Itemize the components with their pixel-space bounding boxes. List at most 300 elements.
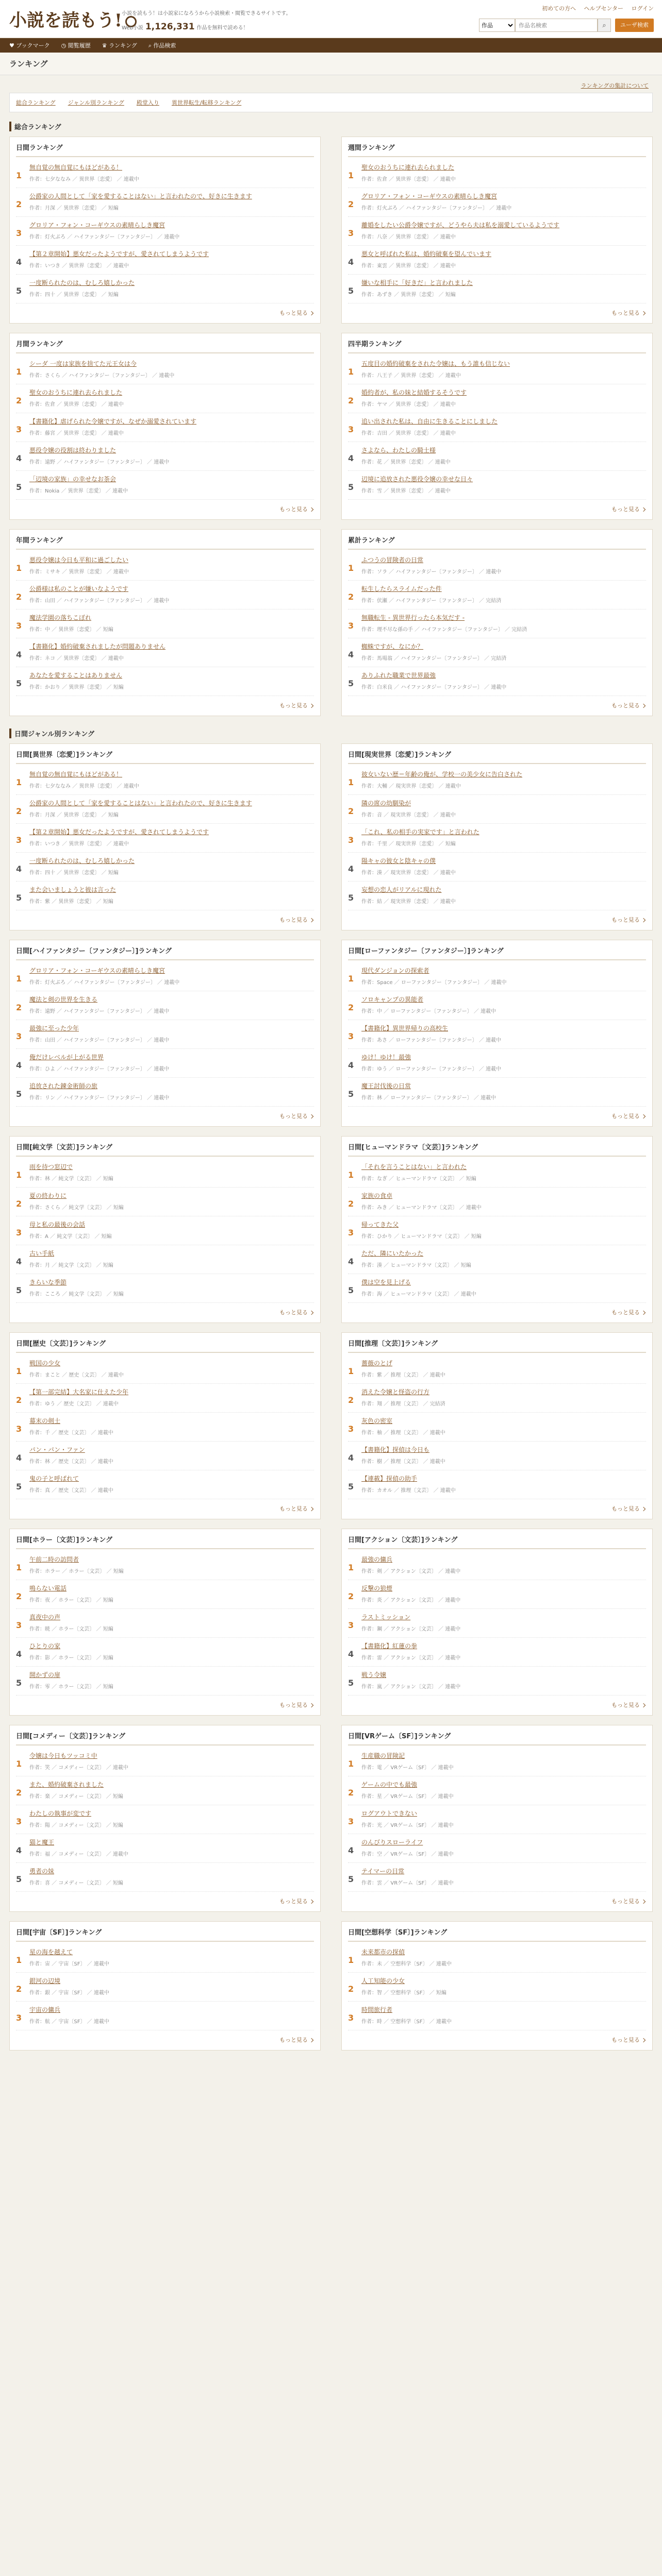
nav-bookmark-label[interactable]: ブックマーク (16, 42, 50, 49)
ranking-card (341, 1332, 653, 1519)
work-meta: 作者：Space ／ ローファンタジー〔ファンタジー〕 ／ 連載中 (361, 980, 507, 986)
work-title-link[interactable]: 鬼の子と呼ばれて (29, 1475, 79, 1482)
ranking-card (341, 940, 653, 1127)
work-title-link[interactable]: 公爵家の人間として「家を愛することはない」と言われたので、好きに生きます (29, 800, 252, 807)
nav-history-label[interactable]: 閲覧履歴 (68, 42, 91, 49)
user-search-button[interactable]: ユーザ検索 (615, 19, 654, 32)
work-title-link[interactable]: 一度断られたのは、むしろ嬉しかった (29, 279, 135, 286)
work-title-link[interactable]: 銀河の辺境 (29, 1977, 61, 1985)
more-link-label[interactable]: もっと見る (611, 1309, 640, 1316)
more-link-label[interactable]: もっと見る (611, 2037, 640, 2043)
search-input[interactable] (515, 19, 598, 32)
work-meta: 作者：藤宮 ／ 異世界〔恋愛〕 ／ 連載中 (29, 431, 124, 436)
ranking-item (16, 1667, 314, 1696)
work-title-link[interactable]: 公爵家の人間として「家を愛することはない」と言われたので、好きに生きます (29, 193, 252, 200)
work-meta: 作者：ホラー ／ ホラー〔文芸〕 ／ 短編 (29, 1569, 124, 1574)
more-link[interactable] (348, 303, 646, 323)
tab-hall-of-fame[interactable]: 殿堂入り (136, 99, 159, 106)
work-meta: 作者：A ／ 純文学〔文芸〕 ／ 短編 (29, 1234, 112, 1240)
ranking-card-title: 四半期ランキング (348, 338, 646, 353)
tab-overall[interactable]: 総合ランキング (16, 99, 56, 106)
rank-number: 4 (16, 453, 22, 463)
ranking-item (348, 1188, 646, 1216)
work-title-link[interactable]: 開かずの扉 (29, 1671, 61, 1679)
ranking-card-title: 日間[コメディー〔文芸〕]ランキング (16, 1731, 314, 1745)
work-meta: 作者：夜 ／ ホラー〔文芸〕 ／ 短編 (29, 1598, 113, 1603)
ranking-item (16, 1638, 314, 1667)
rank-number: 4 (348, 1060, 354, 1070)
rank-number: 1 (348, 974, 354, 984)
work-title-link[interactable]: 母と私の最後の会話 (29, 1221, 86, 1228)
rank-number: 4 (348, 1845, 354, 1855)
work-title-link[interactable]: パン・パン・ファン (29, 1446, 85, 1453)
work-title-link[interactable]: 勇者の妹 (29, 1868, 55, 1875)
ranking-item (348, 991, 646, 1020)
ranking-item-body (29, 886, 314, 906)
ranking-item-body (361, 886, 646, 906)
header-link-beginner[interactable]: 初めての方へ (542, 5, 576, 12)
ranking-item (16, 795, 314, 824)
rank-number: 3 (16, 1424, 22, 1434)
ranking-item (16, 413, 314, 442)
ranking-item-body (361, 1555, 646, 1575)
work-title-link[interactable]: 無自覚の無自覚にもほどがある！ (29, 771, 123, 778)
ranking-card (341, 1921, 653, 2050)
more-link[interactable] (348, 1107, 646, 1126)
work-title-link[interactable]: 最強の傭兵 (361, 1556, 393, 1563)
rank-number: 2 (348, 1199, 354, 1209)
work-title-link[interactable]: 戦う令嬢 (361, 1671, 387, 1679)
ranking-item-body (361, 671, 646, 691)
header-link-login[interactable]: ログイン (631, 5, 654, 12)
work-title-link[interactable]: テイマーの日常 (361, 1868, 405, 1875)
work-title-link[interactable]: 聖女のおうちに連れ去られました (29, 389, 123, 396)
ranking-item (16, 188, 314, 217)
chevron-right-icon (641, 1703, 646, 1707)
more-link[interactable] (16, 2030, 314, 2050)
work-title-link[interactable]: ゆけ！ゆけ！最強 (361, 1054, 411, 1061)
more-link[interactable] (348, 1499, 646, 1519)
work-title-link[interactable]: シーダ 一度は家族を捨てた元王女は今 (29, 360, 137, 367)
rank-number: 1 (348, 1563, 354, 1572)
ranking-card (9, 333, 321, 520)
rank-number: 4 (16, 1060, 22, 1070)
work-title-link[interactable]: 宇宙の傭兵 (29, 2006, 61, 2013)
rank-number: 1 (348, 1759, 354, 1769)
nav-ranking[interactable]: ♛ ランキング (102, 42, 137, 49)
more-link-label[interactable]: もっと見る (279, 1898, 308, 1905)
work-meta: 作者：影 ／ ホラー〔文芸〕 ／ 短編 (29, 1655, 113, 1661)
ranking-item (348, 1580, 646, 1609)
work-title-link[interactable]: また、婚約破棄されました (29, 1781, 104, 1788)
work-title-link[interactable]: 悪女と呼ばれた私は、婚約破棄を望んでいます (361, 250, 492, 258)
rank-number: 5 (16, 893, 22, 903)
work-title-link[interactable]: ログアウトできない (361, 1810, 418, 1817)
more-link-label[interactable]: もっと見る (279, 2037, 308, 2043)
more-link[interactable] (348, 696, 646, 716)
work-meta: 作者：七夕ななみ ／ 異世界〔恋愛〕 ／ 連載中 (29, 784, 139, 789)
chevron-right-icon (309, 704, 313, 708)
work-title-link[interactable]: 魔王討伐後の日常 (361, 1082, 411, 1090)
work-title-link[interactable]: ふつうの冒険者の日常 (361, 556, 424, 564)
work-title-link[interactable]: 魔法と剣の世界を生きる (29, 996, 98, 1003)
work-title-link[interactable]: 真夜中の声 (29, 1614, 61, 1621)
more-link[interactable] (16, 1499, 314, 1519)
work-meta: 作者：ミサキ ／ 異世界〔恋愛〕 ／ 連載中 (29, 569, 129, 575)
ranking-item (348, 1413, 646, 1442)
ranking-item (16, 824, 314, 853)
rank-number: 4 (16, 1257, 22, 1266)
more-link-label[interactable]: もっと見る (611, 1898, 640, 1905)
more-link-label[interactable]: もっと見る (279, 1113, 308, 1120)
more-link-label[interactable]: もっと見る (279, 1309, 308, 1316)
more-link[interactable] (16, 303, 314, 323)
more-link[interactable] (16, 500, 314, 519)
rank-number: 1 (16, 563, 22, 573)
rank-number: 2 (16, 806, 22, 816)
rank-number: 1 (348, 777, 354, 787)
ranking-item (348, 1748, 646, 1776)
work-title-link[interactable]: のんびりスローライフ (361, 1839, 423, 1846)
nav-bookmark[interactable]: ♥ ブックマーク (9, 42, 50, 49)
work-title-link[interactable]: 妄想の恋人がリアルに現れた (361, 886, 442, 893)
ranking-item (16, 1245, 314, 1274)
more-link-label[interactable]: もっと見る (611, 917, 640, 923)
ranking-card-title: 月間ランキング (16, 338, 314, 353)
work-title-link[interactable]: 家族の食卓 (361, 1192, 393, 1199)
rank-number: 3 (16, 1228, 22, 1238)
work-title-link[interactable]: 未来都市の探偵 (361, 1948, 405, 1956)
work-meta: 作者：千里 ／ 現実世界〔恋愛〕 ／ 短編 (361, 841, 456, 847)
more-link-label[interactable]: もっと見る (611, 702, 640, 709)
rank-number: 1 (348, 1170, 354, 1180)
ranking-item (16, 246, 314, 275)
more-link[interactable] (348, 910, 646, 930)
work-title-link[interactable]: また会いましょうと彼は言った (29, 886, 117, 893)
site-logo-text[interactable]: 小説を読もう! (9, 10, 122, 31)
more-link-label[interactable]: もっと見る (611, 1702, 640, 1708)
more-link-label[interactable]: もっと見る (611, 1113, 640, 1120)
work-title-link[interactable]: 【連載】探偵の助手 (361, 1475, 418, 1482)
ranking-item (16, 1776, 314, 1805)
more-link-label[interactable]: もっと見る (611, 310, 640, 316)
work-title-link[interactable]: ありふれた職業で世界最強 (361, 672, 436, 679)
work-title-link[interactable]: 幕末の剣士 (29, 1417, 61, 1425)
ranking-item (16, 1580, 314, 1609)
rank-number: 2 (348, 396, 354, 405)
work-title-link[interactable]: 辺境に追放された悪役令嬢の幸せな日々 (361, 476, 473, 483)
more-link[interactable] (348, 1696, 646, 1715)
tab-isekai[interactable]: 異世界転生/転移ランキング (171, 99, 242, 106)
rank-number: 5 (16, 1482, 22, 1492)
ranking-item (348, 471, 646, 500)
ranking-item-body (29, 1838, 314, 1858)
ranking-item-body (361, 642, 646, 663)
search-button[interactable] (598, 19, 611, 32)
work-meta: 作者：ゆう ／ ローファンタジー〔ファンタジー〕 ／ 連載中 (361, 1066, 502, 1072)
more-link-label[interactable]: もっと見る (279, 1505, 308, 1512)
ranking-item (16, 1159, 314, 1188)
work-title-link[interactable]: 蜘蛛ですが、なにか？ (361, 643, 424, 650)
ranking-item-body (29, 828, 314, 848)
work-title-link[interactable]: 薔薇のとげ (361, 1360, 393, 1367)
work-title-link[interactable]: 彼女いない歴＝年齢の俺が、学校一の美少女に告白された (361, 771, 523, 778)
work-meta: 作者：こころ ／ 純文学〔文芸〕 ／ 短編 (29, 1292, 124, 1297)
ranking-item-body (29, 1948, 314, 1968)
work-meta: 作者：佐倉 ／ 異世界〔恋愛〕 ／ 連載中 (29, 402, 124, 408)
ranking-item-body (29, 1752, 314, 1772)
ranking-card (9, 1725, 321, 1912)
work-meta: 作者：灯火ぶろ ／ ハイファンタジー〔ファンタジー〕 ／ 連載中 (361, 206, 512, 211)
ranking-item (16, 1834, 314, 1863)
ranking-item-body (29, 475, 314, 495)
work-meta: 作者：月 ／ 純文学〔文芸〕 ／ 短編 (29, 1263, 113, 1268)
rank-number: 3 (348, 1817, 354, 1826)
work-title-link[interactable]: ただ、隣にいたかった (361, 1250, 424, 1257)
work-meta: 作者：光 ／ VRゲーム〔SF〕 ／ 連載中 (361, 1823, 454, 1828)
ranking-item (16, 638, 314, 667)
work-title-link[interactable]: 【書籍化】紅蓮の拳 (361, 1642, 418, 1650)
ranking-card-title: 日間[VRゲーム〔SF〕]ランキング (348, 1731, 646, 1745)
work-title-link[interactable]: 公爵様は私のことが嫌いなようです (29, 585, 129, 592)
more-link-label[interactable]: もっと見る (611, 506, 640, 513)
ranking-item-body (29, 1053, 314, 1073)
work-title-link[interactable]: 人工知能の少女 (361, 1977, 405, 1985)
work-title-link[interactable]: 反撃の狼煙 (361, 1585, 393, 1592)
ranking-item-body (361, 250, 646, 270)
work-title-link[interactable]: 一度断られたのは、むしろ嬉しかった (29, 857, 135, 865)
rank-number: 1 (16, 974, 22, 984)
ranking-item-body (361, 556, 646, 576)
ranking-item (348, 2002, 646, 2030)
ranking-item (348, 275, 646, 303)
ranking-item (348, 413, 646, 442)
work-title-link[interactable]: ゲームの中でも最強 (361, 1781, 418, 1788)
work-title-link[interactable]: 聖女のおうちに連れ去られました (361, 164, 455, 171)
chevron-right-icon (641, 1114, 646, 1118)
ranking-card-title: 日間[推理〔文芸〕]ランキング (348, 1338, 646, 1353)
work-title-link[interactable]: 無自覚の無自覚にもほどがある！ (29, 164, 123, 171)
chevron-right-icon (641, 704, 646, 708)
work-title-link[interactable]: 追い出された私は、自由に生きることにしました (361, 418, 498, 425)
nav-ranking-label[interactable]: ランキング (109, 42, 137, 49)
more-link-label[interactable]: もっと見る (611, 1505, 640, 1512)
ranking-item-body (29, 1024, 314, 1044)
site-header (0, 0, 662, 38)
rank-number: 4 (348, 257, 354, 267)
work-meta: 作者：リン ／ ハイファンタジー〔ファンタジー〕 ／ 連載中 (29, 1095, 170, 1101)
header-link-help[interactable]: ヘルプセンター (584, 5, 624, 12)
work-title-link[interactable]: 現代ダンジョンの探索者 (361, 967, 429, 974)
work-title-link[interactable]: 陽キャの彼女と陰キャの僕 (361, 857, 436, 865)
work-title-link[interactable]: グロリア・フォン・コーギウスの素晴らしき魔宮 (29, 967, 166, 974)
work-title-link[interactable]: 俺だけレベルが上がる世界 (29, 1054, 104, 1061)
work-title-link[interactable]: 魔法学園の落ちこぼれ (29, 614, 92, 621)
ranking-item-body (361, 799, 646, 819)
nav-history[interactable]: ◷ 閲覧履歴 (61, 42, 91, 49)
work-title-link[interactable]: 【第一部完結】大名家に仕えた少年 (29, 1388, 129, 1396)
ranking-item-body (361, 1977, 646, 1997)
work-title-link[interactable]: 離婚をしたい公爵令嬢ですが、どうやら夫は私を溺愛しているようです (361, 222, 560, 229)
nav-search[interactable]: ⌕ 作品検索 (148, 42, 176, 49)
more-link-label[interactable]: もっと見る (279, 702, 308, 709)
work-title-link[interactable]: グロリア・フォン・コーギウスの素晴らしき魔宮 (361, 193, 498, 200)
ranking-item-body (361, 1053, 646, 1073)
rank-number: 5 (348, 679, 354, 688)
ranking-item (16, 1384, 314, 1413)
ranking-item-body (29, 1278, 314, 1298)
more-link[interactable] (348, 1892, 646, 1911)
work-title-link[interactable]: きらいな季節 (29, 1279, 67, 1286)
work-title-link[interactable]: グロリア・フォン・コーギウスの素晴らしき魔宮 (29, 222, 166, 229)
work-title-link[interactable]: 嫌いな相手に「好きだ」と言われました (361, 279, 473, 286)
ranking-about-link[interactable]: ランキングの集計について (581, 82, 649, 89)
work-title-link[interactable]: 雨を待つ窓辺で (29, 1163, 73, 1171)
work-meta: 作者：柚 ／ 推理〔文芸〕 ／ 連載中 (361, 1430, 445, 1436)
more-link-label[interactable]: もっと見る (279, 1702, 308, 1708)
work-title-link[interactable]: 悪役令嬢は今日も平和に過ごしたい (29, 556, 129, 564)
work-title-link[interactable]: あなたを愛することはありません (29, 672, 123, 679)
work-title-link[interactable]: ひとりの家 (29, 1642, 61, 1650)
more-link[interactable] (16, 1303, 314, 1323)
work-title-link[interactable]: 「これ、私の相手の実家です」と言われた (361, 828, 479, 836)
work-title-link[interactable]: 令嬢は今日もツッコミ中 (29, 1752, 97, 1759)
work-title-link[interactable]: 【書籍化】虐げられた令嬢ですが、なぜか溺愛されています (29, 418, 197, 425)
chevron-right-icon (641, 1311, 646, 1315)
more-link-label[interactable]: もっと見る (279, 506, 308, 513)
work-title-link[interactable]: 鳴らない電話 (29, 1585, 67, 1592)
ranking-item-body (29, 1613, 314, 1633)
work-count-value: 1,126,331 (145, 22, 195, 32)
search-type-select[interactable] (479, 19, 515, 32)
work-title-link[interactable]: 【第２章開始】悪女だったようですが、愛されてしまうようです (29, 828, 209, 836)
work-title-link[interactable]: 【書籍化】探偵は今日も (361, 1446, 430, 1453)
work-title-link[interactable]: 消えた令嬢と怪盗の行方 (361, 1388, 430, 1396)
work-title-link[interactable]: ソロキャンプの異能者 (361, 996, 424, 1003)
work-meta: 作者：結 ／ 現実世界〔恋愛〕 ／ 連載中 (361, 899, 456, 905)
work-title-link[interactable]: 【書籍化】婚約破棄されましたが問題ありません (29, 643, 166, 650)
work-meta: 作者：林 ／ 純文学〔文芸〕 ／ 短編 (29, 1176, 113, 1182)
more-link[interactable] (16, 696, 314, 716)
work-meta: 作者：ネコ ／ 異世界〔恋愛〕 ／ 連載中 (29, 656, 124, 662)
work-title-link[interactable]: 「それを言うことはない」と言われた (361, 1163, 467, 1171)
more-link[interactable] (16, 1892, 314, 1911)
rank-number: 3 (348, 1424, 354, 1434)
ranking-item (348, 1020, 646, 1049)
ranking-item (16, 882, 314, 910)
work-title-link[interactable]: 戦国の少女 (29, 1360, 61, 1367)
ranking-item (16, 766, 314, 795)
work-title-link[interactable]: 悪役令嬢の役割は終わりました (29, 447, 117, 454)
ranking-item (16, 2002, 314, 2030)
work-title-link[interactable]: 星の海を越えて (29, 1948, 73, 1956)
chevron-right-icon (309, 1900, 313, 1904)
rank-number: 3 (16, 425, 22, 434)
more-link[interactable] (348, 1303, 646, 1323)
work-title-link[interactable]: わたしの執事が変です (29, 1810, 92, 1817)
more-link[interactable] (348, 2030, 646, 2050)
rank-number: 4 (16, 1845, 22, 1855)
main-content (0, 75, 662, 2060)
rank-number: 1 (16, 367, 22, 377)
ranking-item-body (361, 1752, 646, 1772)
tab-genre[interactable]: ジャンル別ランキング (68, 99, 124, 106)
work-meta: 作者：まこと ／ 歴史〔文芸〕 ／ 連載中 (29, 1372, 124, 1378)
ranking-item-body (361, 1613, 646, 1633)
ranking-item (348, 882, 646, 910)
rank-number: 2 (348, 1591, 354, 1601)
ranking-item-body (361, 360, 646, 380)
work-meta: 作者：真 ／ 歴史〔文芸〕 ／ 連載中 (29, 1488, 113, 1494)
work-title-link[interactable]: 無職転生 - 異世界行ったら本気だす - (361, 614, 465, 621)
more-link-label[interactable]: もっと見る (279, 310, 308, 316)
work-title-link[interactable]: 【第２章開始】悪女だったようですが、愛されてしまうようです (29, 250, 209, 258)
ranking-item-body (29, 279, 314, 299)
work-title-link[interactable]: 隣の席の幼馴染が (361, 800, 411, 807)
work-meta: 作者：暁 ／ ホラー〔文芸〕 ／ 短編 (29, 1626, 113, 1632)
more-link[interactable] (16, 1107, 314, 1126)
work-title-link[interactable]: ラストミッション (361, 1614, 411, 1621)
work-title-link[interactable]: 古い手紙 (29, 1250, 55, 1257)
work-title-link[interactable]: 転生したらスライムだった件 (361, 585, 442, 592)
nav-search-label[interactable]: 作品検索 (153, 42, 176, 49)
work-title-link[interactable]: 五度目の婚約破棄をされた令嬢は、もう誰も信じない (361, 360, 510, 367)
work-meta: 作者：零 ／ ホラー〔文芸〕 ／ 短編 (29, 1684, 113, 1690)
header-search (479, 19, 654, 32)
ranking-item (16, 1216, 314, 1245)
work-title-link[interactable]: 生産職の冒険記 (361, 1752, 405, 1759)
ranking-item (348, 638, 646, 667)
work-meta: 作者：時 ／ 空想科学〔SF〕 ／ 連載中 (361, 2019, 452, 2025)
ranking-item (16, 1413, 314, 1442)
work-title-link[interactable]: 【書籍化】異世界帰りの高校生 (361, 1025, 449, 1032)
work-title-link[interactable]: 婚約者が、私の妹と結婚するそうです (361, 389, 467, 396)
rank-number: 4 (348, 1257, 354, 1266)
work-meta: 作者：吉田 ／ 異世界〔恋愛〕 ／ 連載中 (361, 431, 456, 436)
more-link[interactable] (16, 910, 314, 930)
work-meta: 作者：ソラ ／ ハイファンタジー〔ファンタジー〕 ／ 連載中 (361, 569, 502, 575)
site-logo[interactable] (9, 6, 137, 31)
work-meta: 作者：佐倉 ／ 異世界〔恋愛〕 ／ 連載中 (361, 177, 456, 182)
more-link[interactable] (348, 500, 646, 519)
work-title-link[interactable]: 灰色の密室 (361, 1417, 393, 1425)
work-title-link[interactable]: 最強に至った少年 (29, 1025, 79, 1032)
page-title-bar (0, 53, 662, 75)
work-title-link[interactable]: 「辺境の家族」の幸せなお茶会 (29, 476, 117, 483)
page-title: ランキング (9, 59, 48, 69)
ranking-item-body (29, 1671, 314, 1691)
work-title-link[interactable]: 時間旅行者 (361, 2006, 393, 2013)
work-title-link[interactable]: 追放された錬金術師の旅 (29, 1082, 98, 1090)
work-title-link[interactable]: 僕は空を見上げる (361, 1279, 411, 1286)
ranking-item-body (29, 1809, 314, 1829)
ranking-item-body (361, 1221, 646, 1241)
ranking-card (341, 1136, 653, 1323)
ranking-item (348, 1384, 646, 1413)
work-title-link[interactable]: さよなら、わたしの騎士様 (361, 447, 436, 454)
more-link-label[interactable]: もっと見る (279, 917, 308, 923)
work-title-link[interactable]: 帰ってきた父 (361, 1221, 399, 1228)
more-link[interactable] (16, 1696, 314, 1715)
rank-number: 5 (348, 893, 354, 903)
work-meta: 作者：遠野 ／ ハイファンタジー〔ファンタジー〕 ／ 連載中 (29, 1009, 170, 1014)
work-title-link[interactable]: 午前二時の訪問者 (29, 1556, 79, 1563)
work-meta: 作者：月深 ／ 異世界〔恋愛〕 ／ 短編 (29, 812, 119, 818)
work-title-link[interactable]: 夏の終わりに (29, 1192, 67, 1199)
ranking-card-title: 日間[現実世界〔恋愛〕]ランキング (348, 749, 646, 764)
work-title-link[interactable]: 猫と魔王 (29, 1839, 55, 1846)
ranking-item (16, 853, 314, 882)
